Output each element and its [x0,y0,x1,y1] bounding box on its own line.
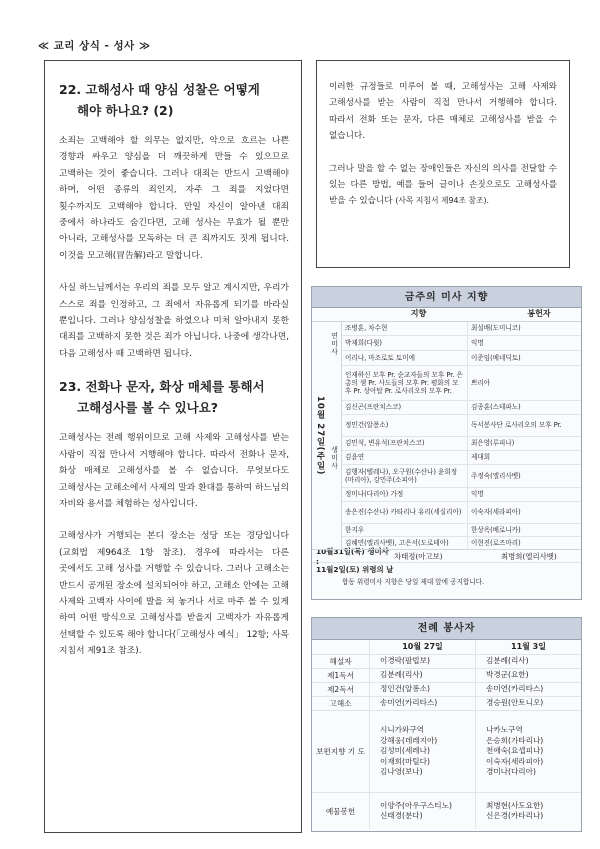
role-cell: 제2독서 [312,683,370,696]
offerer-cell: 김종훈(스테파노) [467,401,581,414]
server-name: 천애숙(요셉피나) [486,746,544,756]
intention-cell: 김민석, 변유석(프란치스코) [345,439,425,448]
server-cell [475,711,581,792]
table-row [342,351,581,366]
continued-paragraph-2-text: 그러나 말을 할 수 없는 장애인들은 자신의 의사를 전달할 수 있는 다른 방법, 예를 들어 글이나 손짓으로도 고해성사를 받을 수 있습니다 [329,163,557,207]
mass-table-body [312,322,581,550]
server-name: 이경락(팔빕보) [380,656,430,666]
server-name: 은승희(가타리나) [486,735,544,745]
server-name: 이숙자(세라피아) [486,756,544,766]
oct31-offerer: 최병희(엘리사벳) [501,551,557,561]
server-cell [370,655,475,668]
continued-paragraph-2 [329,161,557,210]
server-name: 송미연(카리타스) [486,684,544,694]
server-name: 경승원(안토니오) [486,698,544,708]
q23-paragraph-1: 고해성사는 전례 행위이므로 고해 사제와 고해성사를 받는 사람이 직접 만나서 거행해야 합니다. 따라서 전화나 문자, 화상 매체로 고해성사를 볼 수 없습니다. 무엇보다도 고해성사는 고해소에서 사제의 말과 환대를 통하여 하느님의 자비와 용서를 체험하는 성사입니다. [59,433,289,509]
q23-title-line2: 고해성사를 볼 수 있나요? [77,400,219,416]
intention-cell: 이리나, 마조로토 토미에 [345,353,415,362]
server-cell [475,697,581,710]
intention-cell: 김신곤(프란치스코) [345,403,402,412]
col-intention-header: 지향 [410,309,427,318]
intention-cell: 송은진(수산나) 카타리나 유리(세실리아) [345,508,462,517]
mass-table-title: 금주의 미사 지향 [312,287,581,308]
intention-cell: 정미나(다리아) 가정 [345,490,404,499]
oct31-intention: 차태정(아고보) [394,551,443,561]
server-name: 이양주(아우구스티노) [380,800,452,810]
server-name: 송미연(카리타스) [380,698,438,708]
offerer-cell: 독서봉사단 로사리오의 모후 Pr. [467,415,581,436]
offerer-cell: 한상옥(베로니카) [467,524,581,536]
nov2-note: 합동 위령미사 지향은 당일 제대 앞에 공지합니다. [342,578,485,586]
table-row [342,366,581,401]
server-cell [370,683,475,696]
role-cell: 예물봉헌 [312,793,370,829]
intention-cell: 조병훈, 차수현 [345,324,388,333]
role-cell: 해설자 [312,655,370,668]
table-row [312,697,581,711]
mass-date-label: 10월 27일(주일) [315,395,325,476]
q23-paragraph-2: 고해성사가 거행되는 본디 장소는 성당 또는 경당입니다(교회법 제964조 1항 참조). 경우에 따라서는 다른 곳에서도 고해 성사를 거행할 수 있습니다. 그러나 고해소는 반드시 공개된 장소에 설치되어야 하고, 고해소 안에는 고해 사제와 고백자 사이에 발을 쳐 놓거나 서로 마주 볼 수 있게 하여 어떤 방식으로 고해성사를 받을지 고백자가 자유롭게 선택할 수 있도록 해야 합니다(「고해성사 예식」 12항; 사목 지침서 제91조 참조). [59,531,289,657]
table-row [312,793,581,829]
server-cell [475,669,581,682]
server-name: 강해웅(데레지아) [380,735,438,745]
server-name: 경미나(다리아) [486,767,536,777]
server-name: 김나영(보나) [380,767,423,777]
continued-paragraph-2-note: (사목 지침서 제94조 참조). [395,196,490,206]
server-name: 나카노구역 [486,725,523,735]
table-row [342,465,581,488]
server-name: 신태경(분다) [380,811,423,820]
q22-title [59,79,289,121]
table-row [342,415,581,437]
q22-paragraph-1: 소죄는 고백해야 할 의무는 없지만, 악으로 흐르는 나쁜 경향과 싸우고 양심을 더 깨끗하게 만들 수 있으므로 고백하는 것이 좋습니다. 그러나 대죄는 반드시 고백해야 하며, 어떤 종류의 죄인지, 자주 그 죄를 지었다면 횟수까지도 고백해야 합니다. 만일 자신이 알아낸 대죄 중에서 하나라도 숨긴다면, 고해 성사는 무효가 될 뿐만 아니라, 고해성사를 모독하는 더 큰 죄까지도 짓게 됩니다. 이것을 모고해(冒告解)라고 말합니다. [59,136,289,261]
server-name: 최병현(사도요한) [486,800,544,810]
q22-paragraph-2: 사실 하느님께서는 우리의 죄를 모두 알고 계시지만, 우리가 스스로 죄를 인정하고, 그 죄에서 자유롭게 되기를 바라실 뿐입니다. 그러나 양심성찰을 하였으나 미처 알아내지 못한 대죄를 고백하지 못한 것은 죄가 아닙니다. 나중에 생각나면, 다음 고해성사 때 고백하면 됩니다. [59,283,289,359]
intention-cell: 김행자(텔레나), 오구원(수산나) 윤희정(마리아), 강민주(소피아) [345,467,458,484]
q23-title [59,376,289,418]
offerer-cell: 주정숙(엘리사벳) [467,465,581,487]
server-cell [475,655,581,668]
mass-intentions-table [311,286,582,600]
offerer-cell: 최설배(도미니코) [467,322,581,335]
server-name: 김분례(리사) [486,656,529,666]
role-header [312,640,370,654]
role-cell: 보편지향 기 도 [312,711,370,792]
server-cell [370,711,475,792]
table-row [342,322,581,336]
table-row [342,451,581,465]
table-row [312,711,581,793]
table-row [342,524,581,537]
offerer-cell: 익명 [467,488,581,501]
q22-title-line1: 22. 고해성사 때 양심 성찰은 어떻게 [59,82,260,97]
servers-table-title: 전례 봉사자 [312,618,581,640]
continued-paragraph-1: 이러한 규정들로 미루어 볼 때, 고해성사는 고해 사제와 고해성사를 받는 사람이 직접 만나서 거행해야 합니다. 따라서 전화 또는 문자, 다른 매체로 고해성사를 받을 수 없습니다. [329,82,557,142]
q23-title-line1: 23. 전화나 문자, 화상 매체를 통해서 [59,379,265,395]
servers-header-row [312,640,581,655]
server-name: 신은경(카타리나) [486,811,544,820]
offerer-cell: 이숙자(세라피아) [467,502,581,523]
mass-table-footer [312,547,581,588]
table-row [342,336,581,351]
server-name: 정인건(알퐁소) [380,684,430,694]
offerer-cell: 익명 [467,336,581,350]
col-oct27-header: 10월 27일 [402,641,443,651]
section-header: ≪ 교리 상식 - 성사 ≫ [38,40,151,52]
offerer-cell: 이준임(베네딕토) [467,351,581,365]
server-cell [370,697,475,710]
table-row [342,401,581,415]
intention-cell: 박재희(다윗) [345,338,382,347]
role-cell: 제1독서 [312,669,370,682]
intention-cell: 인재하신 모후 Pr. 순교자들의 모후 Pr. 은총의 샘 Pr. 사도들의 모후 Pr. 평화의 모후 Pr. 상아탑 Pr. 로사리오의 모후 Pr. [345,370,463,396]
intention-cell: 정민건(알퐁소) [345,421,389,430]
right-article-continued [316,60,570,268]
table-row [342,537,581,549]
col-offerer-header: 봉헌자 [527,309,551,318]
server-cell [370,793,475,829]
table-row [312,669,581,683]
server-cell [475,683,581,696]
nov2-label: 11월2일(토) 위령의 날 [316,565,394,574]
server-cell [370,669,475,682]
offerer-cell: 제대회 [467,451,581,464]
server-name: 김분례(리사) [380,670,423,680]
oct31-row [312,547,581,566]
left-article [44,60,302,833]
intention-cell: 김혜민(엘리사벳), 고은서(도로테아) [345,538,449,547]
liturgy-servers-table [311,617,582,832]
intention-cell: 한지우 [345,525,365,534]
intention-cell: 김윤연 [345,453,365,462]
table-row [342,488,581,502]
server-name: 박경군(요한) [486,670,529,680]
table-row [342,502,581,524]
col-nov3-header: 11월 3일 [475,640,581,654]
offerer-cell: 이현진(로즈마리) [467,537,581,549]
mass-group-column [328,322,342,549]
table-row [342,437,581,451]
offerer-cell: 쁘리아 [467,366,581,400]
group-yeonmi-label: 연미사 [328,322,342,366]
server-name: 김성미(세레나) [380,746,430,756]
server-name: 시니가와구역 [380,725,425,735]
server-cell [475,793,581,829]
server-name: 이재희(마틸다) [380,756,430,766]
table-row [312,655,581,669]
mass-rows [342,322,581,549]
role-cell: 고해소 [312,697,370,710]
q22-title-line2: 해야 하나요? (2) [77,103,174,118]
mass-table-header [312,308,581,322]
offerer-cell: 최은영(루피나) [467,437,581,450]
table-row [312,683,581,697]
group-saengmi-label: 생미사 [328,366,342,549]
oct31-label: 10월31일(목) 생미사 : [316,547,389,566]
